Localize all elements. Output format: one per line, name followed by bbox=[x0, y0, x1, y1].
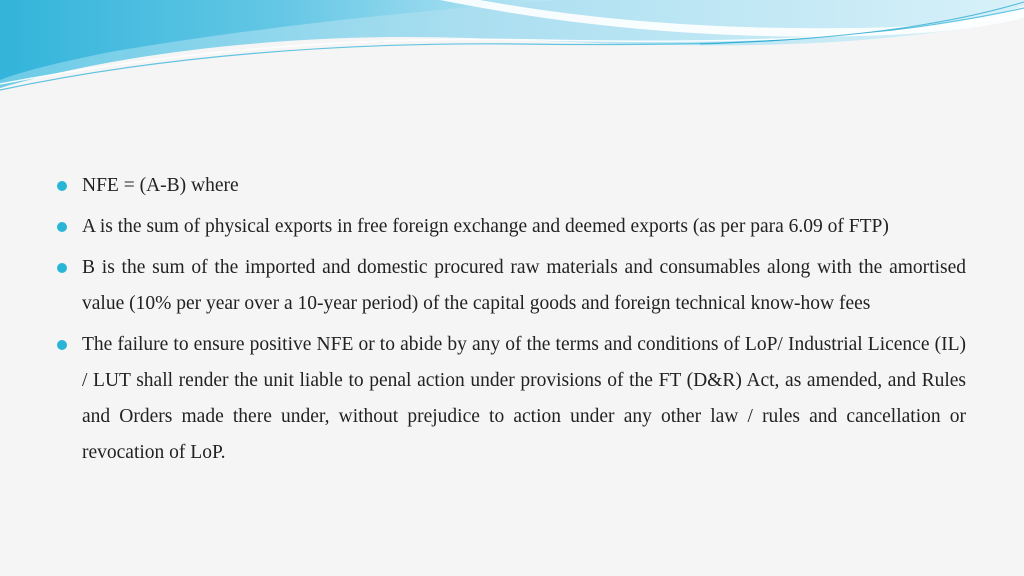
bullet-text: A is the sum of physical exports in free foreign exchange and deemed exports (as per para 6.09 of FTP) bbox=[82, 216, 889, 237]
bullet-item-penal-action bbox=[54, 327, 966, 471]
bullet-dot-icon bbox=[57, 181, 67, 191]
bullet-dot-icon bbox=[57, 340, 67, 350]
bullet-dot-icon bbox=[57, 263, 67, 273]
bullet-item-a-definition bbox=[54, 209, 966, 245]
bullet-text: The failure to ensure positive NFE or to abide by any of the terms and conditions of LoP/ Industrial Licence (IL) / LUT shall render the unit liable to penal action under provisions of the FT (D&R) Act, as amended, and Rules and Orders made there under, without prejudice to action under any other law / rules and cancellation or revocation of LoP. bbox=[82, 334, 966, 463]
bullet-item-b-definition bbox=[54, 250, 966, 322]
bullet-text: NFE = (A-B) where bbox=[82, 175, 239, 196]
bullet-text: B is the sum of the imported and domestic procured raw materials and consumables along with the amortised value (10% per year over a 10-year period) of the capital goods and foreign technical know-how fees bbox=[82, 257, 966, 314]
bullet-list bbox=[54, 168, 966, 476]
bullet-item-nfe-formula bbox=[54, 168, 966, 204]
wave-header-decoration bbox=[0, 0, 1024, 100]
bullet-dot-icon bbox=[57, 222, 67, 232]
